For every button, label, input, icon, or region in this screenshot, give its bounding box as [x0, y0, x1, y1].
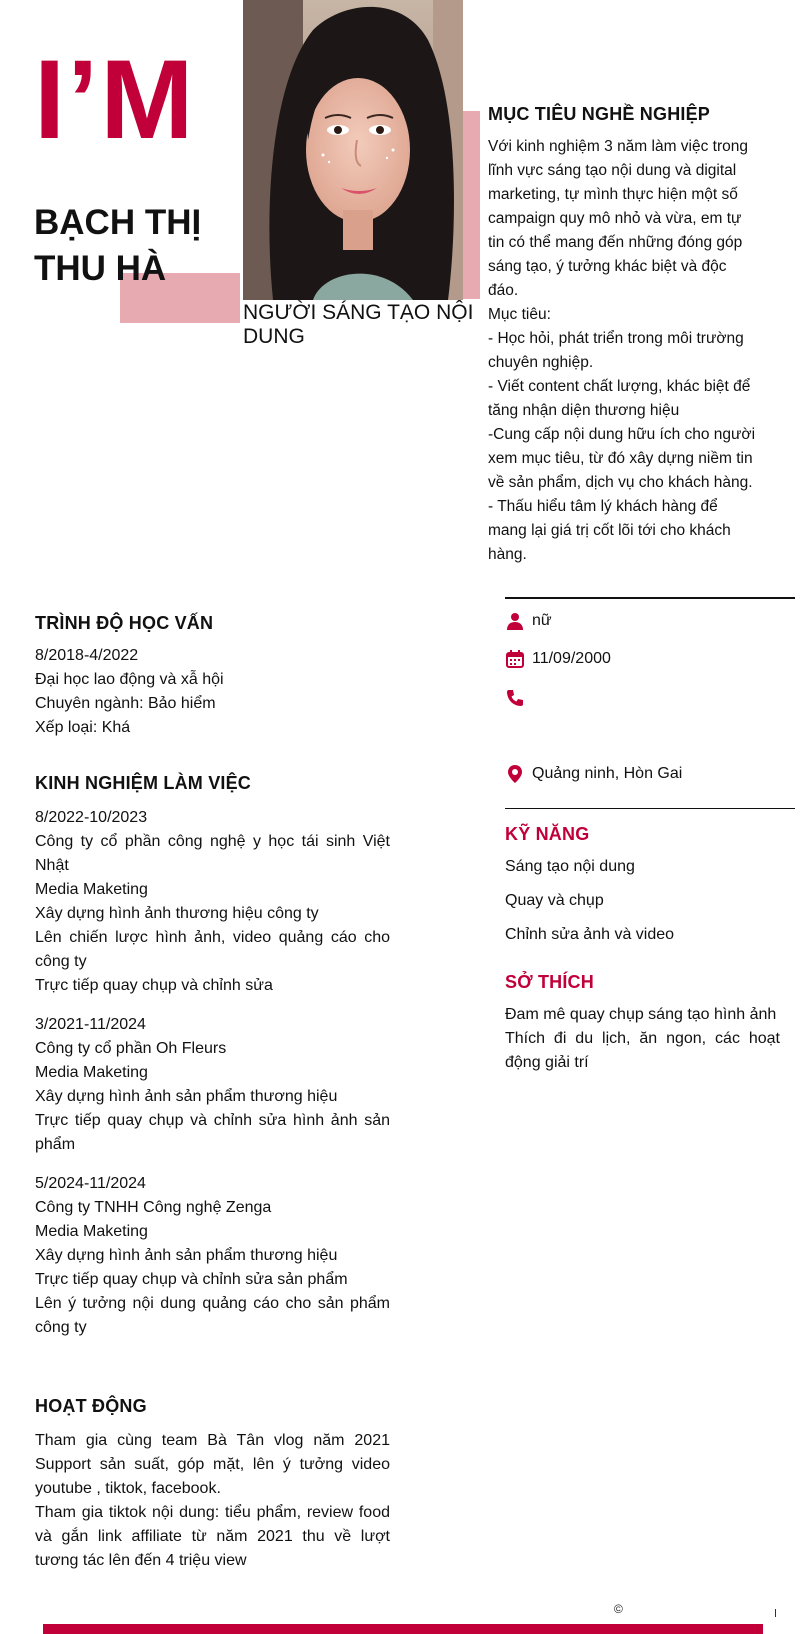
skills-title: KỸ NĂNG	[505, 824, 590, 844]
education-line: Đại học lao động và xẫ hội	[35, 671, 224, 688]
education-title: TRÌNH ĐỘ HỌC VẤN	[35, 613, 214, 633]
job-line: Trực tiếp quay chụp và chỉnh sửa	[35, 977, 273, 994]
objective-title: MỤC TIÊU NGHỀ NGHIỆP	[488, 104, 711, 124]
job-line: Media Maketing	[35, 1223, 148, 1240]
hobby-line: Đam mê quay chụp sáng tạo hình ảnh	[505, 1006, 777, 1023]
job-line: Lên chiến lược hình ảnh, video quảng cáo cho công ty	[35, 929, 390, 970]
experience-title: KINH NGHIỆM LÀM VIỆC	[35, 773, 252, 793]
hobbies-title: SỞ THÍCH	[505, 972, 594, 992]
activity-line: Tham gia tiktok nội dung: tiểu phẩm, review food và gắn link affiliate từ năm 2021 thu về lượt tương tác lên đến 4 triệu view	[35, 1504, 390, 1569]
skill-item: Quay và chụp	[505, 892, 604, 909]
location-pin-icon	[505, 764, 525, 784]
objective-text: Với kinh nghiệm 3 năm làm việc trong lĩnh vực sáng tạo nội dung và digital marketing, tự mình thực hiện một số campaign quy mô nhỏ và vừa, em tự tin có thể mang đến những đóng góp sáng tạo, ý tưởng khác biệt và độc đáo.	[488, 138, 749, 299]
job-line: Media Maketing	[35, 881, 148, 898]
job-line: Xây dựng hình ảnh thương hiệu công ty	[35, 905, 319, 922]
objective-text: - Thấu hiểu tâm lý khách hàng để mang lại giá trị cốt lõi tới cho khách hàng.	[488, 498, 731, 563]
name-line-1: BẠCH THỊ	[34, 203, 202, 242]
job-entry	[35, 1172, 390, 1340]
full-name	[34, 200, 234, 292]
education-line: 8/2018-4/2022	[35, 647, 139, 664]
objective-text: - Học hỏi, phát triển trong môi trường chuyên nghiệp.	[488, 330, 744, 371]
skill-item: Sáng tạo nội dung	[505, 858, 635, 875]
job-role: NGƯỜI SÁNG TẠO NỘI DUNG	[243, 301, 474, 348]
job-entry	[35, 1013, 390, 1157]
job-line: 8/2022-10/2023	[35, 809, 148, 826]
job-line: 3/2021-11/2024	[35, 1016, 146, 1033]
dob-value: 11/09/2000	[532, 650, 611, 667]
objective-text: -Cung cấp nội dung hữu ích cho người xem mục tiêu, từ đó xây dựng niềm tin về sản phẩm, dịch vụ cho khách hàng.	[488, 426, 756, 491]
job-line: Xây dựng hình ảnh sản phẩm thương hiệu	[35, 1247, 338, 1264]
hobby-line: Thích đi du lịch, ăn ngon, các hoạt động giải trí	[505, 1030, 780, 1071]
job-line: Công ty cổ phần Oh Fleurs	[35, 1040, 227, 1057]
job-line: 5/2024-11/2024	[35, 1175, 146, 1192]
copyright-mark: ©	[614, 1602, 623, 1616]
activities-title: HOẠT ĐỘNG	[35, 1396, 147, 1416]
skills-section	[505, 824, 775, 947]
objective-text: Mục tiêu:	[488, 306, 551, 323]
job-line: Công ty TNHH Công nghệ Zenga	[35, 1199, 272, 1216]
hobbies-section	[505, 972, 780, 1075]
im-heading: I’M	[34, 37, 196, 162]
job-line: Trực tiếp quay chụp và chỉnh sửa sản phẩm	[35, 1271, 348, 1288]
phone-icon	[505, 688, 525, 708]
job-line: Trực tiếp quay chụp và chỉnh sửa hình ảnh sản phẩm	[35, 1112, 390, 1153]
activity-line: Tham gia cùng team Bà Tân vlog năm 2021 Support sản suất, góp mặt, lên ý tưởng video youtube , tiktok, facebook.	[35, 1432, 390, 1497]
activities-section	[35, 1396, 390, 1573]
address-value: Quảng ninh, Hòn Gai	[532, 765, 683, 782]
objective-text: - Viết content chất lượng, khác biệt để tăng nhận diện thương hiệu	[488, 378, 751, 419]
footer-bar	[43, 1624, 763, 1634]
job-line: Xây dựng hình ảnh sản phẩm thương hiệu	[35, 1088, 338, 1105]
job-entry	[35, 806, 390, 998]
skill-item: Chỉnh sửa ảnh và video	[505, 926, 675, 943]
job-line: Media Maketing	[35, 1064, 148, 1081]
gender-value: nữ	[532, 612, 552, 629]
profile-photo	[243, 0, 463, 300]
education-line: Xếp loại: Khá	[35, 719, 131, 736]
education-line: Chuyên ngành: Bảo hiểm	[35, 695, 216, 712]
calendar-icon	[505, 649, 525, 669]
education-section	[35, 613, 395, 740]
footer-tick	[775, 1609, 776, 1617]
job-line: Công ty cổ phần công nghệ y học tái sinh Việt Nhật	[35, 833, 390, 874]
objective-section	[488, 104, 758, 567]
job-line: Lên ý tưởng nội dung quảng cáo cho sản phẩm công ty	[35, 1295, 390, 1336]
name-line-2: THU HÀ	[34, 249, 167, 288]
experience-section	[35, 773, 390, 1340]
divider	[505, 808, 795, 809]
person-icon	[505, 611, 525, 631]
divider	[505, 597, 795, 599]
